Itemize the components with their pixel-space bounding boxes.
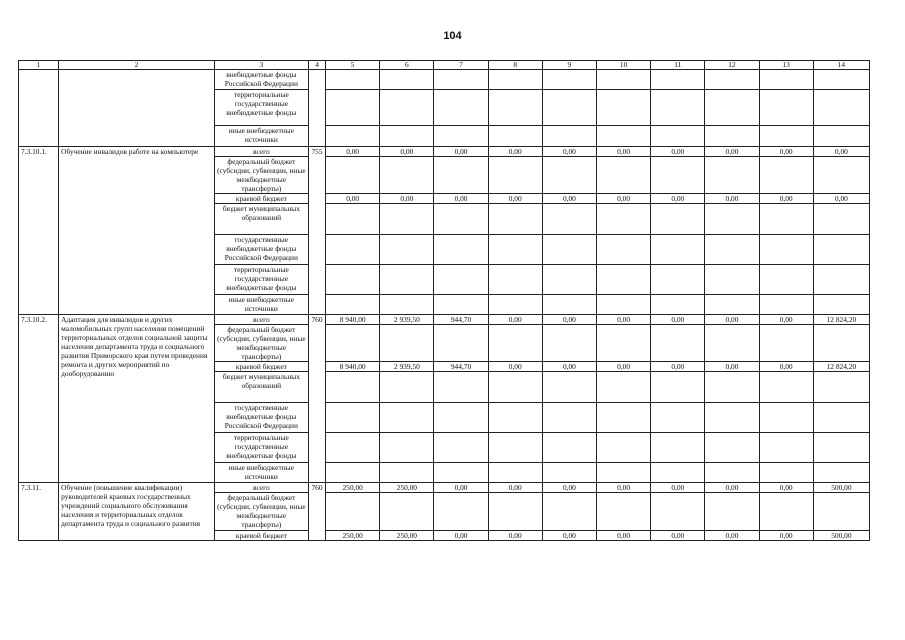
value-cell [597, 295, 651, 315]
value-cell [380, 433, 434, 463]
budget-table [18, 60, 870, 541]
value-cell: 2 939,50 [380, 362, 434, 372]
value-cell: 0,00 [759, 194, 813, 204]
value-cell [651, 70, 705, 90]
value-cell [597, 90, 651, 126]
value-cell [813, 90, 869, 126]
value-cell [705, 433, 759, 463]
value-cell [488, 126, 542, 147]
value-cell: 0,00 [380, 194, 434, 204]
value-cell: 0,00 [488, 147, 542, 157]
value-cell [813, 70, 869, 90]
value-cell [651, 157, 705, 194]
value-cell [326, 126, 380, 147]
value-cell [488, 265, 542, 295]
value-cell [759, 325, 813, 362]
value-cell [759, 433, 813, 463]
item-code: 760 [309, 315, 326, 483]
value-cell [651, 265, 705, 295]
item-code: 755 [309, 147, 326, 315]
value-cell: 0,00 [434, 147, 488, 157]
value-cell: 0,00 [813, 147, 869, 157]
value-cell [597, 204, 651, 235]
value-cell [326, 204, 380, 235]
value-cell [651, 235, 705, 265]
value-cell [326, 70, 380, 90]
header-cell: 9 [542, 61, 596, 70]
funding-source: краевой бюджет [214, 362, 308, 372]
value-cell: 0,00 [488, 362, 542, 372]
value-cell [380, 126, 434, 147]
value-cell [326, 295, 380, 315]
value-cell [380, 463, 434, 483]
value-cell [326, 235, 380, 265]
value-cell [813, 433, 869, 463]
value-cell [705, 90, 759, 126]
value-cell: 0,00 [380, 147, 434, 157]
value-cell: 250,00 [326, 531, 380, 541]
value-cell [326, 157, 380, 194]
header-cell: 3 [214, 61, 308, 70]
value-cell [542, 463, 596, 483]
value-cell [542, 403, 596, 433]
value-cell: 0,00 [597, 194, 651, 204]
header-cell: 7 [434, 61, 488, 70]
value-cell [759, 403, 813, 433]
value-cell [326, 90, 380, 126]
value-cell: 0,00 [542, 531, 596, 541]
value-cell [651, 90, 705, 126]
funding-source: территориальные государственные внебюджетные фонды [214, 433, 308, 463]
table-row [19, 483, 870, 493]
value-cell [434, 157, 488, 194]
value-cell [651, 463, 705, 483]
value-cell: 0,00 [597, 315, 651, 325]
value-cell [597, 493, 651, 531]
value-cell [542, 325, 596, 362]
value-cell [813, 372, 869, 403]
value-cell: 8 940,00 [326, 362, 380, 372]
value-cell [380, 204, 434, 235]
value-cell [651, 433, 705, 463]
value-cell: 0,00 [651, 147, 705, 157]
value-cell [705, 70, 759, 90]
value-cell [488, 463, 542, 483]
value-cell [597, 70, 651, 90]
table-row [19, 70, 870, 90]
item-name: Обучение инвалидов работе на компьютере [59, 147, 215, 315]
header-cell: 14 [813, 61, 869, 70]
value-cell [380, 265, 434, 295]
value-cell [759, 265, 813, 295]
funding-source: федеральный бюджет (субсидии, субвенции, иные межбюджетные трансферты) [214, 325, 308, 362]
item-name: Адаптация для инвалидов и других маломобильных групп населения помещений территориальных отделов социальной защиты населения департамента труда и социального развития Приморского края путем проведения ремонта и других мероприятий по дооборудованию [59, 315, 215, 483]
value-cell [597, 235, 651, 265]
value-cell: 0,00 [597, 483, 651, 493]
value-cell: 0,00 [434, 194, 488, 204]
value-cell [488, 493, 542, 531]
value-cell [705, 265, 759, 295]
value-cell: 0,00 [488, 194, 542, 204]
value-cell [326, 493, 380, 531]
value-cell [542, 493, 596, 531]
value-cell [651, 403, 705, 433]
value-cell [542, 157, 596, 194]
value-cell [326, 433, 380, 463]
item-number: 7.3.10.1. [19, 147, 59, 315]
value-cell [542, 265, 596, 295]
header-cell: 2 [59, 61, 215, 70]
item-number [19, 70, 59, 147]
value-cell: 944,70 [434, 315, 488, 325]
value-cell [380, 325, 434, 362]
value-cell: 0,00 [542, 194, 596, 204]
value-cell [759, 90, 813, 126]
value-cell [597, 325, 651, 362]
value-cell: 0,00 [759, 147, 813, 157]
value-cell [542, 295, 596, 315]
value-cell [326, 325, 380, 362]
value-cell [705, 204, 759, 235]
table-row [19, 147, 870, 157]
value-cell [326, 463, 380, 483]
value-cell: 0,00 [759, 483, 813, 493]
value-cell: 500,00 [813, 531, 869, 541]
header-cell: 13 [759, 61, 813, 70]
funding-source: государственные внебюджетные фонды Российской Федерации [214, 403, 308, 433]
value-cell [488, 433, 542, 463]
value-cell: 0,00 [759, 315, 813, 325]
value-cell [488, 325, 542, 362]
value-cell: 0,00 [651, 362, 705, 372]
value-cell [813, 463, 869, 483]
value-cell [488, 403, 542, 433]
value-cell [759, 157, 813, 194]
header-cell: 10 [597, 61, 651, 70]
value-cell [488, 295, 542, 315]
value-cell: 2 939,50 [380, 315, 434, 325]
value-cell: 944,70 [434, 362, 488, 372]
value-cell [813, 235, 869, 265]
value-cell [651, 372, 705, 403]
value-cell: 0,00 [705, 483, 759, 493]
value-cell [542, 70, 596, 90]
value-cell [380, 372, 434, 403]
value-cell: 0,00 [651, 483, 705, 493]
value-cell [488, 70, 542, 90]
value-cell [434, 70, 488, 90]
value-cell: 0,00 [705, 362, 759, 372]
value-cell [759, 126, 813, 147]
value-cell [813, 325, 869, 362]
value-cell [380, 70, 434, 90]
value-cell [759, 295, 813, 315]
value-cell [434, 463, 488, 483]
value-cell: 0,00 [542, 315, 596, 325]
value-cell [759, 204, 813, 235]
funding-source: иные внебюджетные источники [214, 295, 308, 315]
value-cell [813, 157, 869, 194]
value-cell: 0,00 [651, 194, 705, 204]
value-cell: 250,00 [380, 531, 434, 541]
value-cell [813, 204, 869, 235]
value-cell [759, 463, 813, 483]
item-code [309, 70, 326, 147]
value-cell [380, 235, 434, 265]
funding-source: краевой бюджет [214, 194, 308, 204]
value-cell [434, 90, 488, 126]
value-cell [434, 235, 488, 265]
value-cell: 0,00 [488, 483, 542, 493]
value-cell [434, 372, 488, 403]
value-cell: 0,00 [488, 315, 542, 325]
value-cell [705, 463, 759, 483]
value-cell [326, 403, 380, 433]
value-cell [651, 325, 705, 362]
value-cell: 12 824,20 [813, 362, 869, 372]
funding-source: федеральный бюджет (субсидии, субвенции, иные межбюджетные трансферты) [214, 157, 308, 194]
value-cell: 12 824,20 [813, 315, 869, 325]
value-cell [705, 126, 759, 147]
value-cell [380, 90, 434, 126]
value-cell: 0,00 [651, 315, 705, 325]
value-cell [597, 157, 651, 194]
page-number: 104 [443, 30, 462, 42]
value-cell [488, 157, 542, 194]
value-cell [651, 126, 705, 147]
value-cell [651, 295, 705, 315]
value-cell [759, 70, 813, 90]
value-cell: 500,00 [813, 483, 869, 493]
item-number: 7.3.10.2. [19, 315, 59, 483]
value-cell: 0,00 [651, 531, 705, 541]
value-cell [434, 295, 488, 315]
value-cell: 0,00 [542, 362, 596, 372]
header-cell: 4 [309, 61, 326, 70]
value-cell [813, 265, 869, 295]
value-cell [705, 403, 759, 433]
value-cell [705, 235, 759, 265]
value-cell [434, 403, 488, 433]
funding-source: федеральный бюджет (субсидии, субвенции, иные межбюджетные трансферты) [214, 493, 308, 531]
value-cell [542, 235, 596, 265]
value-cell [705, 295, 759, 315]
funding-source: государственные внебюджетные фонды Российской Федерации [214, 235, 308, 265]
value-cell [542, 372, 596, 403]
funding-source: внебюджетные фонды Российской Федерации [214, 70, 308, 90]
value-cell [651, 204, 705, 235]
value-cell [434, 433, 488, 463]
value-cell [380, 403, 434, 433]
value-cell: 0,00 [705, 315, 759, 325]
header-cell: 6 [380, 61, 434, 70]
value-cell [488, 372, 542, 403]
value-cell: 0,00 [326, 194, 380, 204]
value-cell [434, 204, 488, 235]
value-cell: 0,00 [597, 531, 651, 541]
value-cell: 0,00 [813, 194, 869, 204]
header-cell: 12 [705, 61, 759, 70]
value-cell: 0,00 [542, 147, 596, 157]
item-name: Обучение (повышение квалификации) руководителей краевых государственных учреждений социального обслуживания населения и территориальных отделов департамента труда и социального развития [59, 483, 215, 541]
value-cell: 0,00 [705, 531, 759, 541]
header-cell: 1 [19, 61, 59, 70]
value-cell [542, 204, 596, 235]
value-cell: 0,00 [597, 362, 651, 372]
funding-source: территориальные государственные внебюджетные фонды [214, 265, 308, 295]
table-row [19, 315, 870, 325]
value-cell [488, 235, 542, 265]
funding-source: бюджет муниципальных образований [214, 372, 308, 403]
value-cell [651, 493, 705, 531]
value-cell [542, 126, 596, 147]
value-cell [597, 463, 651, 483]
value-cell: 0,00 [542, 483, 596, 493]
funding-source: краевой бюджет [214, 531, 308, 541]
funding-source: иные внебюджетные источники [214, 126, 308, 147]
value-cell: 250,00 [326, 483, 380, 493]
value-cell [434, 325, 488, 362]
value-cell [759, 372, 813, 403]
value-cell: 0,00 [759, 531, 813, 541]
value-cell [759, 493, 813, 531]
value-cell [380, 493, 434, 531]
header-cell: 8 [488, 61, 542, 70]
item-name [59, 70, 215, 147]
value-cell [597, 403, 651, 433]
value-cell [813, 126, 869, 147]
value-cell: 0,00 [705, 147, 759, 157]
value-cell [705, 372, 759, 403]
value-cell [380, 295, 434, 315]
funding-source: всего [214, 147, 308, 157]
funding-source: всего [214, 483, 308, 493]
value-cell [759, 235, 813, 265]
value-cell: 0,00 [488, 531, 542, 541]
value-cell [326, 265, 380, 295]
item-code: 760 [309, 483, 326, 541]
value-cell [597, 126, 651, 147]
value-cell [813, 403, 869, 433]
value-cell [597, 433, 651, 463]
value-cell [434, 265, 488, 295]
value-cell: 0,00 [759, 362, 813, 372]
value-cell: 8 940,00 [326, 315, 380, 325]
value-cell: 250,00 [380, 483, 434, 493]
value-cell [813, 295, 869, 315]
value-cell [813, 493, 869, 531]
value-cell [705, 493, 759, 531]
value-cell [705, 157, 759, 194]
value-cell [434, 126, 488, 147]
value-cell [597, 372, 651, 403]
value-cell [542, 433, 596, 463]
value-cell [326, 372, 380, 403]
value-cell: 0,00 [434, 531, 488, 541]
header-row [19, 61, 870, 70]
value-cell [705, 325, 759, 362]
funding-source: территориальные государственные внебюджетные фонды [214, 90, 308, 126]
funding-source: всего [214, 315, 308, 325]
value-cell [542, 90, 596, 126]
funding-source: бюджет муниципальных образований [214, 204, 308, 235]
item-number: 7.3.11. [19, 483, 59, 541]
value-cell [434, 493, 488, 531]
value-cell: 0,00 [434, 483, 488, 493]
value-cell: 0,00 [326, 147, 380, 157]
value-cell [488, 204, 542, 235]
value-cell [488, 90, 542, 126]
value-cell: 0,00 [705, 194, 759, 204]
value-cell [380, 157, 434, 194]
header-cell: 5 [326, 61, 380, 70]
value-cell: 0,00 [597, 147, 651, 157]
value-cell [597, 265, 651, 295]
header-cell: 11 [651, 61, 705, 70]
funding-source: иные внебюджетные источники [214, 463, 308, 483]
